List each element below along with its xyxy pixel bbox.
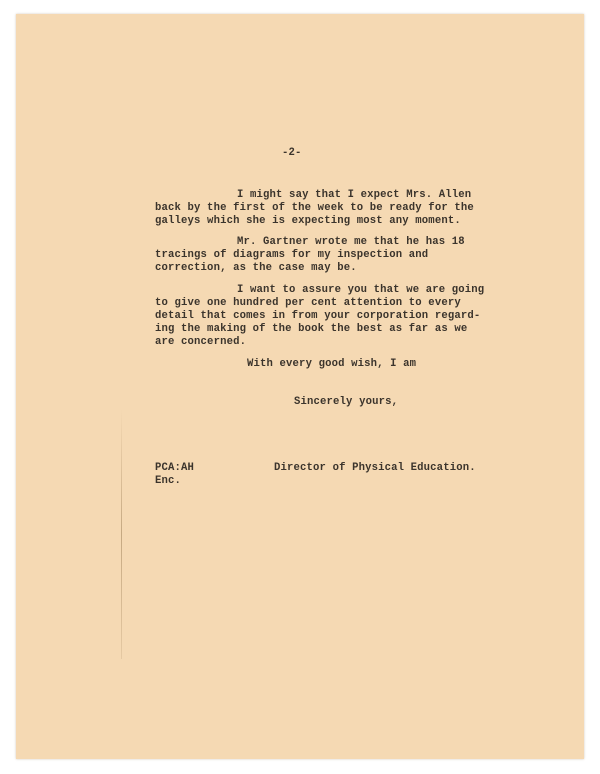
reference-initials: PCA:AH xyxy=(155,462,195,474)
paragraph-1-line-3: galleys which she is expecting most any moment. xyxy=(155,215,461,227)
paragraph-3-line-5: are concerned. xyxy=(155,336,247,348)
paragraph-3-line-1: I want to assure you that we are going xyxy=(237,284,485,296)
paragraph-3-line-4: ing the making of the book the best as far as we xyxy=(155,323,468,335)
paragraph-2-line-1: Mr. Gartner wrote me that he has 18 xyxy=(237,236,465,248)
closing-wish: With every good wish, I am xyxy=(247,358,417,370)
paragraph-1-line-1: I might say that I expect Mrs. Allen xyxy=(237,189,472,201)
paper-crease xyxy=(121,409,122,659)
paragraph-2-line-3: correction, as the case may be. xyxy=(155,262,357,274)
letter-page xyxy=(16,14,584,759)
paragraph-1-line-2: back by the first of the week to be ready for the xyxy=(155,202,474,214)
page-number: -2- xyxy=(282,147,302,159)
enclosure-note: Enc. xyxy=(155,475,182,487)
paragraph-3-line-2: to give one hundred per cent attention to every xyxy=(155,297,461,309)
paragraph-2-line-2: tracings of diagrams for my inspection and xyxy=(155,249,429,261)
valediction: Sincerely yours, xyxy=(294,396,399,408)
signer-title: Director of Physical Education. xyxy=(274,462,476,474)
paragraph-3-line-3: detail that comes in from your corporation regard- xyxy=(155,310,481,322)
